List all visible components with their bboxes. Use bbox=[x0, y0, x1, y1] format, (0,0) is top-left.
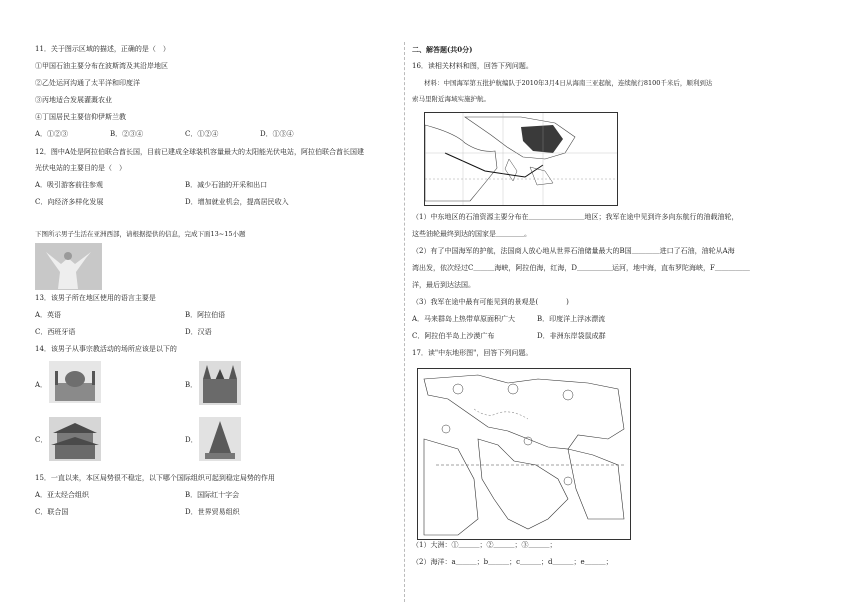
q14-option-b: B． bbox=[185, 381, 198, 389]
q16-part1-line1: （1）中东地区的石油资源主要分布在＿＿＿＿＿＿＿＿地区；我军在途中见到许多向东航行的油载油轮， bbox=[412, 213, 739, 221]
man-photo bbox=[35, 243, 102, 290]
q14-stem: 14．该男子从事宗教活动的场所应该是以下的 bbox=[35, 345, 177, 353]
cathedral-image bbox=[199, 361, 241, 405]
q13-option-c: C．西班牙语 bbox=[35, 328, 76, 336]
q16-option-a: A．马来群岛上热带草原面积广大 bbox=[412, 315, 516, 323]
q13-option-d: D．汉语 bbox=[185, 328, 212, 336]
q11-option-d: D．①③④ bbox=[260, 130, 294, 138]
q13-stem: 13．该男子所在地区使用的语言主要是 bbox=[35, 294, 156, 302]
q11-stem: 11．关于图示区域的描述，正确的是（ ） bbox=[35, 45, 170, 53]
q16-option-d: D．非洲东岸袋鼠成群 bbox=[537, 332, 606, 340]
q12-option-c: C．向经济多样化发展 bbox=[35, 198, 104, 206]
temple-image bbox=[49, 417, 101, 461]
q15-option-c: C．联合国 bbox=[35, 508, 69, 516]
q15-option-a: A．亚太经合组织 bbox=[35, 491, 90, 499]
man-figure-image bbox=[36, 244, 101, 289]
middle-east-map bbox=[417, 368, 631, 540]
q12-stem-line1: 12．图中A处是阿拉伯联合酋长国，目前已建成全球装机容量最大的太阳能光伏电站，阿拉伯联合酋长国建 bbox=[35, 148, 364, 156]
section-heading: 二、解答题(共0分) bbox=[412, 45, 473, 54]
q16-part3: （3）我军在途中最有可能见到的景观是( ) bbox=[412, 298, 569, 306]
q16-part2-line1: （2）有了中国海军的护航，法国商人放心地从世界石油储量最大的B国＿＿＿＿进口了石油，油轮从A海 bbox=[412, 247, 735, 255]
q11-statement-4: ④丁国居民主要信仰伊斯兰教 bbox=[35, 113, 126, 121]
q16-stem: 16．读相关材料和图，回答下列问题。 bbox=[412, 62, 533, 70]
q16-part2-line2: 湾出发，依次经过C＿＿＿海峡，阿拉伯海，红海，D＿＿＿＿＿运河，地中海，直布罗陀海峡，F＿＿＿＿＿ bbox=[412, 264, 750, 272]
q16-route-map bbox=[424, 112, 618, 206]
q11-option-a: A．①②③ bbox=[35, 130, 69, 138]
q14-option-a: A． bbox=[35, 381, 48, 389]
q11-statement-2: ②乙处运河沟通了太平洋和印度洋 bbox=[35, 79, 140, 87]
q16-part1-line2: 这些油轮最终到达的国家是＿＿＿＿。 bbox=[412, 230, 531, 238]
q11-option-c: C．①②④ bbox=[185, 130, 219, 138]
q11-statement-3: ③丙地适合发展灌溉农业 bbox=[35, 96, 112, 104]
q11-statement-1: ①甲国石油主要分布在波斯湾及其沿岸地区 bbox=[35, 62, 168, 70]
q14-option-d: D． bbox=[185, 436, 198, 444]
q16-material-line2: 索马里附近海域实施护航。 bbox=[412, 95, 490, 103]
q16-option-b: B．印度洋上浮冰漂流 bbox=[537, 315, 606, 323]
q12-option-d: D．增加就业机会，提高居民收入 bbox=[185, 198, 289, 206]
q12-option-a: A．吸引游客前往参观 bbox=[35, 181, 104, 189]
q13-option-b: B．阿拉伯语 bbox=[185, 311, 226, 319]
q13-option-a: A．英语 bbox=[35, 311, 62, 319]
q17-part2: （2）海洋：a＿＿＿；b＿＿＿；c＿＿＿；d＿＿＿；e＿＿＿； bbox=[412, 558, 613, 566]
q15-option-d: D．世界贸易组织 bbox=[185, 508, 240, 516]
column-divider bbox=[404, 42, 405, 602]
q15-option-b: B．国际红十字会 bbox=[185, 491, 240, 499]
pagoda-image bbox=[199, 417, 241, 461]
q15-stem: 15．一直以来，本区局势很不稳定，以下哪个国际组织可起到稳定局势的作用 bbox=[35, 474, 275, 482]
q12-stem-line2: 光伏电站的主要目的是（ ） bbox=[35, 164, 126, 172]
mosque-image bbox=[49, 361, 101, 403]
q16-part2-line3: 洋，最后到达法国。 bbox=[412, 281, 475, 289]
q11-option-b: B．②③④ bbox=[110, 130, 144, 138]
group-intro: 下图所示男子生活在亚洲西部，请根据提供的信息，完成下面13~15小题 bbox=[35, 230, 246, 238]
q14-option-c: C． bbox=[35, 436, 48, 444]
q12-option-b: B．减少石油的开采和出口 bbox=[185, 181, 268, 189]
q17-part1: （1）大洲：①＿＿＿；②＿＿＿；③＿＿＿； bbox=[412, 541, 557, 549]
q17-stem: 17．读"中东地形图"，回答下列问题。 bbox=[412, 349, 533, 357]
q16-option-c: C．阿拉伯半岛上沙漠广布 bbox=[412, 332, 495, 340]
q16-material-line1: 材料：中国海军第五批护航编队于2010年3月4日从海南三亚起航，连续航行8100千米后，顺利到达 bbox=[424, 79, 713, 87]
